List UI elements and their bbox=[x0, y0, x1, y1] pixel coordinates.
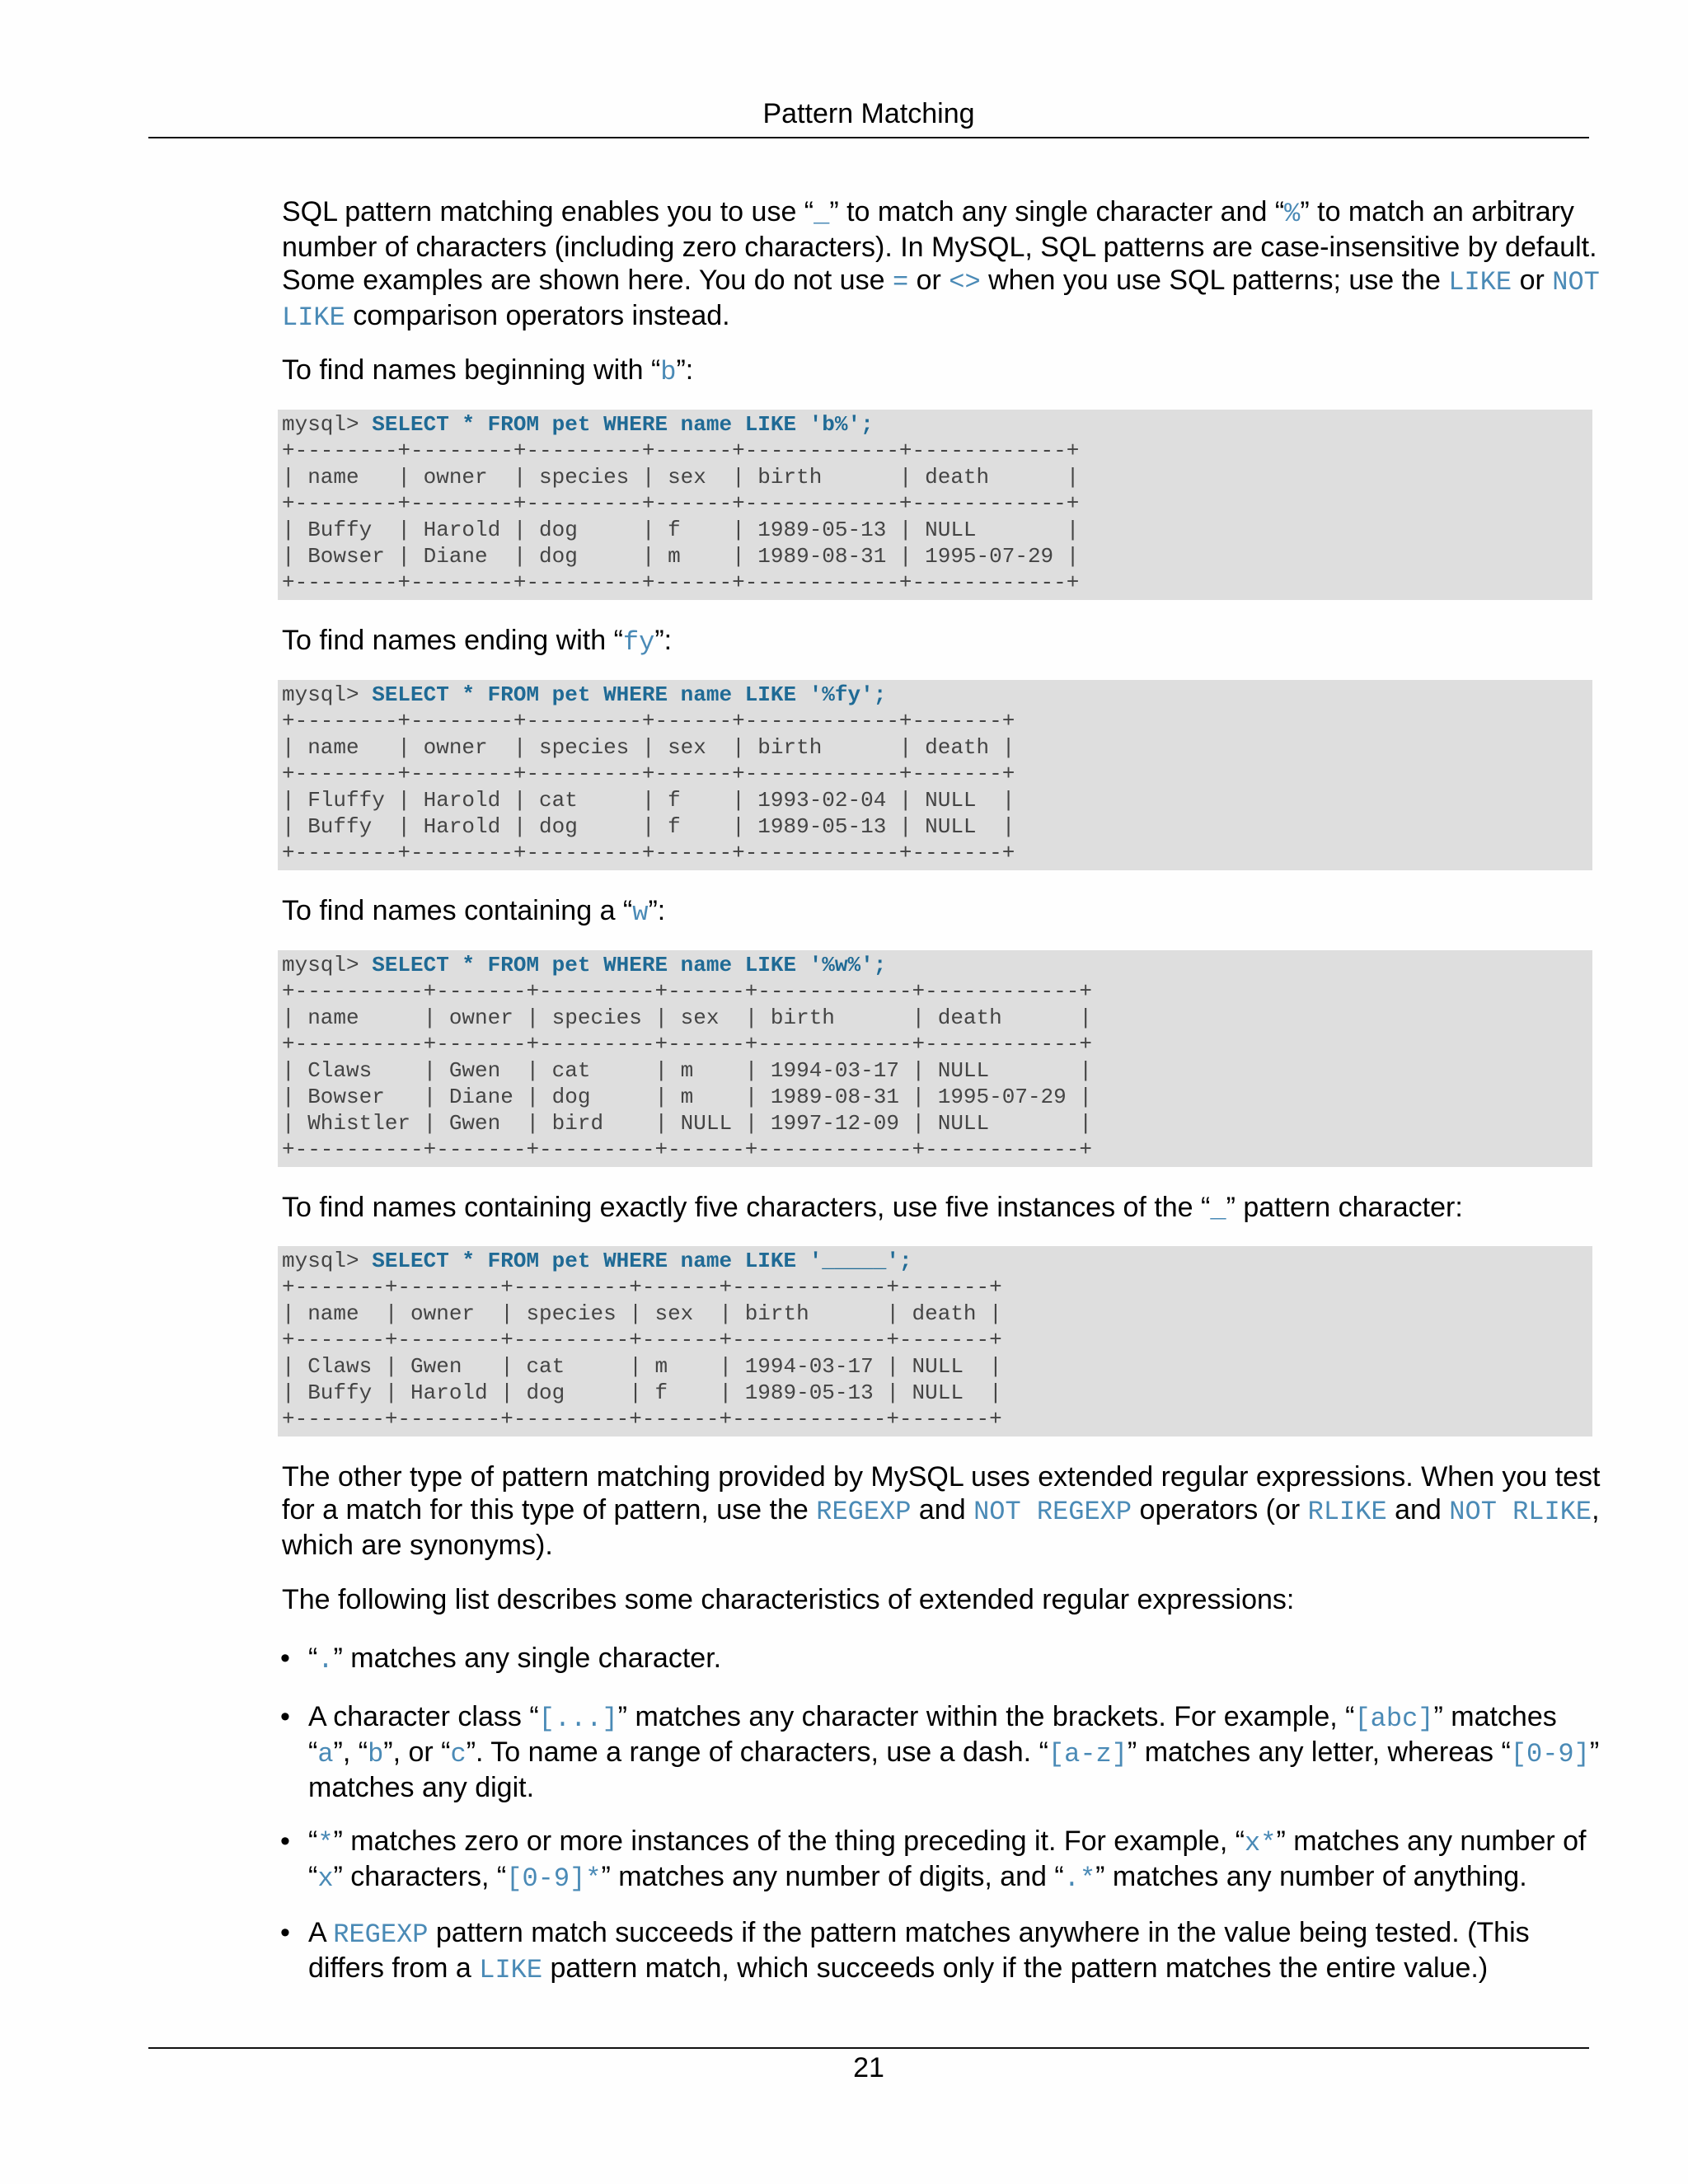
regexp-intro-paragraph: The other type of pattern matching provided by MySQL uses extended regular expressions. When you test for a match for this type of pattern, use the REGEXP and NOT REGEXP operators (or RLIKE and NOT RLIKE, which are synonyms). bbox=[282, 1461, 1601, 1561]
example-2-lead: To find names ending with “fy”: bbox=[282, 625, 673, 658]
example-3-lead: To find names containing a “w”: bbox=[282, 895, 666, 928]
bullet-icon: • bbox=[280, 1917, 290, 1948]
example-4-code: mysql> SELECT * FROM pet WHERE name LIKE '_____'; +-------+--------+---------+------+------------+-------+ | name | owner | species | sex | birth | death | +-------+--------+---------+------+------------+-------+ | Claws | Gwen | cat | m | 1994-03-17 | NULL | | Buffy | Harold | dog | f | 1989-05-13 | NULL | +-------+--------+---------+------+------------+-------+ bbox=[278, 1246, 1592, 1436]
footer-rule bbox=[148, 2047, 1589, 2049]
bullet-icon: • bbox=[280, 1643, 290, 1674]
example-1-lead: To find names beginning with “b”: bbox=[282, 354, 694, 387]
page-number: 21 bbox=[853, 2052, 884, 2083]
bullet-icon: • bbox=[280, 1825, 290, 1857]
page-header-title: Pattern Matching bbox=[762, 98, 975, 129]
example-1-code: mysql> SELECT * FROM pet WHERE name LIKE 'b%'; +--------+--------+---------+------+------------+------------+ | name | owner | species | sex | birth | death | +--------+--------+---------+------+------------+------------+ | Buffy | Harold | dog | f | 1989-05-13 | NULL | | Bowser | Diane | dog | m | 1989-08-31 | 1995-07-29 | +--------+--------+---------+------+------------+------------+ bbox=[278, 410, 1592, 600]
example-2-code: mysql> SELECT * FROM pet WHERE name LIKE '%fy'; +--------+--------+---------+------+------------+-------+ | name | owner | species | sex | birth | death | +--------+--------+---------+------+------------+-------+ | Fluffy | Harold | cat | f | 1993-02-04 | NULL | | Buffy | Harold | dog | f | 1989-05-13 | NULL | +--------+--------+---------+------+------------+-------+ bbox=[278, 680, 1592, 870]
bullet-icon: • bbox=[280, 1701, 290, 1732]
list-intro: The following list describes some characteristics of extended regular expressions: bbox=[282, 1584, 1295, 1615]
intro-paragraph: SQL pattern matching enables you to use “_” to match any single character and “%” to match an arbitrary number of characters (including zero characters). In MySQL, SQL patterns are case-insensitive by default. Some examples are shown here. You do not use = or <> when you use SQL patterns; use the LIKE or NOT LIKE comparison operators instead. bbox=[282, 196, 1600, 333]
header-rule bbox=[148, 137, 1589, 138]
example-3-code: mysql> SELECT * FROM pet WHERE name LIKE '%w%'; +----------+-------+---------+------+------------+------------+ | name | owner | species | sex | birth | death | +----------+-------+---------+------+------------+------------+ | Claws | Gwen | cat | m | 1994-03-17 | NULL | | Bowser | Diane | dog | m | 1989-08-31 | 1995-07-29 | | Whistler | Gwen | bird | NULL | 1997-12-09 | NULL | +----------+-------+---------+------+------------+------------+ bbox=[278, 950, 1592, 1167]
example-4-lead: To find names containing exactly five characters, use five instances of the “_” pattern character: bbox=[282, 1192, 1463, 1225]
